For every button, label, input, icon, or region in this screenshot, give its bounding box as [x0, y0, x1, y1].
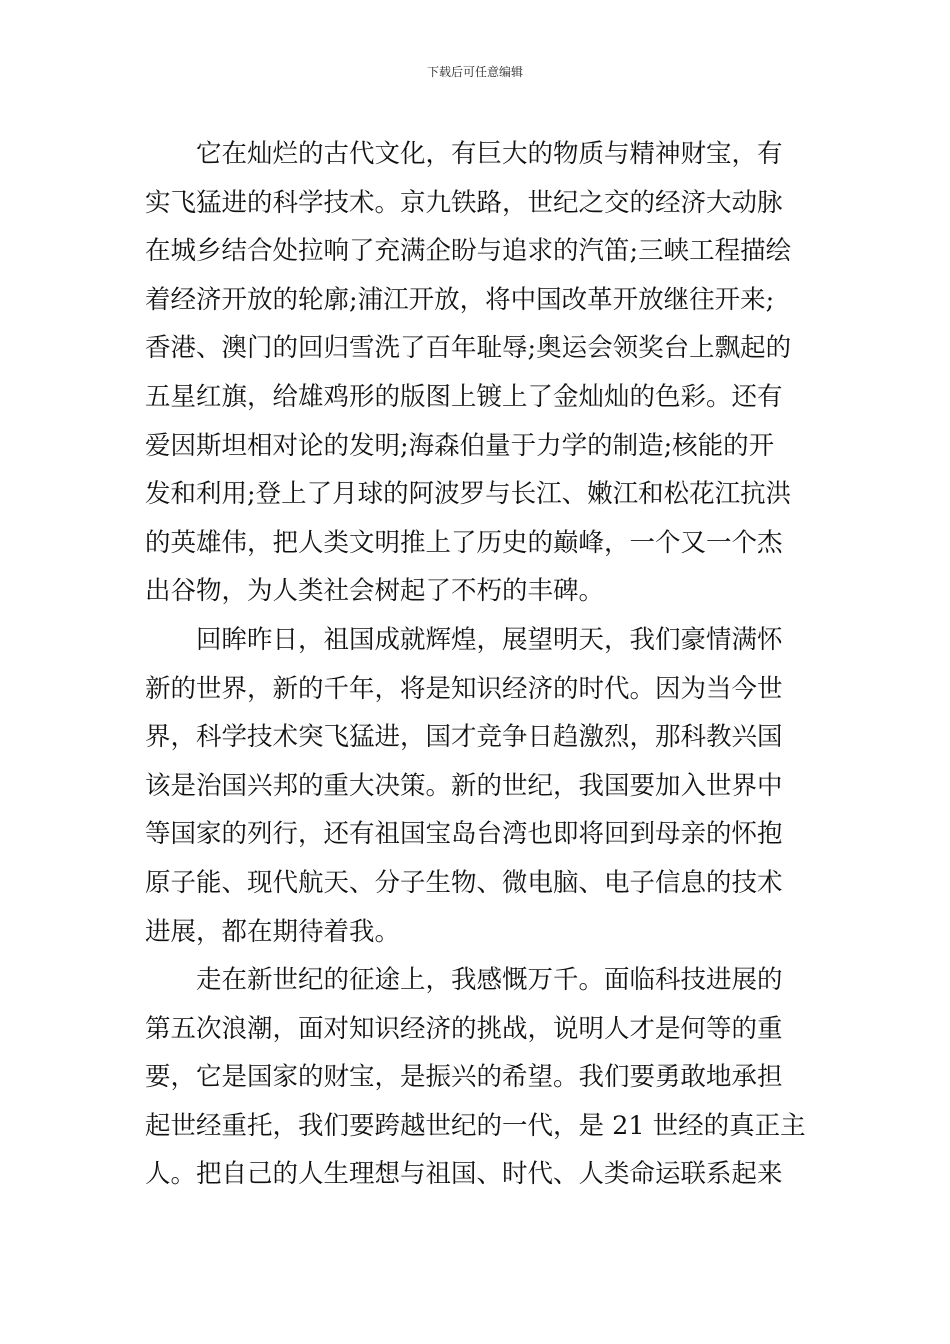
text-line: 新的世界，新的千年，将是知识经济的时代。因为当今世: [145, 673, 783, 704]
text-line: 实飞猛进的科学技术。京九铁路，世纪之交的经济大动脉: [145, 187, 783, 218]
text-line: 着经济开放的轮廓;浦江开放，将中国改革开放继往开来;: [145, 284, 775, 315]
text-line: 起世经重托，我们要跨越世纪的一代，是 21 世经的真正主: [145, 1110, 806, 1141]
text-line: 进展，都在期待着我。: [145, 916, 401, 947]
text-line: 回眸昨日，祖国成就辉煌，展望明天，我们豪情满怀: [196, 624, 783, 655]
text-line: 爱因斯坦相对论的发明;海森伯量于力学的制造;核能的开: [145, 430, 775, 461]
text-line: 出谷物，为人类社会树起了不朽的丰碑。: [145, 576, 605, 607]
page-header: 下载后可任意编辑: [426, 65, 523, 79]
text-line: 它在灿烂的古代文化，有巨大的物质与精神财宝，有: [196, 139, 783, 169]
text-line: 发和利用;登上了月球的阿波罗与长江、嫩江和松花江抗洪: [145, 479, 792, 510]
text-line: 第五次浪潮，面对知识经济的挑战，说明人才是何等的重: [145, 1013, 783, 1044]
text-line: 该是治国兴邦的重大决策。新的世纪，我国要加入世界中: [145, 770, 783, 801]
text-line: 等国家的列行，还有祖国宝岛台湾也即将回到母亲的怀抱: [145, 819, 783, 850]
paragraph-1: [145, 130, 810, 616]
text-line: 界，科学技术突飞猛进，国才竞争日趋激烈，那科教兴国: [145, 722, 783, 753]
text-line: 人。把自己的人生理想与祖国、时代、人类命运联系起来: [145, 1159, 783, 1190]
text-line: 五星红旗，给雄鸡形的版图上镀上了金灿灿的色彩。还有: [145, 381, 783, 412]
text-line: 香港、澳门的回归雪洗了百年耻辱;奥运会领奖台上飘起的: [145, 333, 792, 364]
text-line: 在城乡结合处拉响了充满企盼与追求的汽笛;三峡工程描绘: [145, 236, 792, 267]
paragraph-3: [145, 956, 810, 1199]
text-line: 的英雄伟，把人类文明推上了历史的巅峰，一个又一个杰: [145, 527, 783, 558]
document-body: [145, 130, 810, 1199]
paragraph-2: [145, 616, 810, 956]
text-line: 走在新世纪的征途上，我感慨万千。面临科技进展的: [196, 965, 783, 996]
text-line: 要，它是国家的财宝，是振兴的希望。我们要勇敢地承担: [145, 1062, 783, 1093]
text-line: 原子能、现代航天、分子生物、微电脑、电子信息的技术: [145, 867, 783, 898]
